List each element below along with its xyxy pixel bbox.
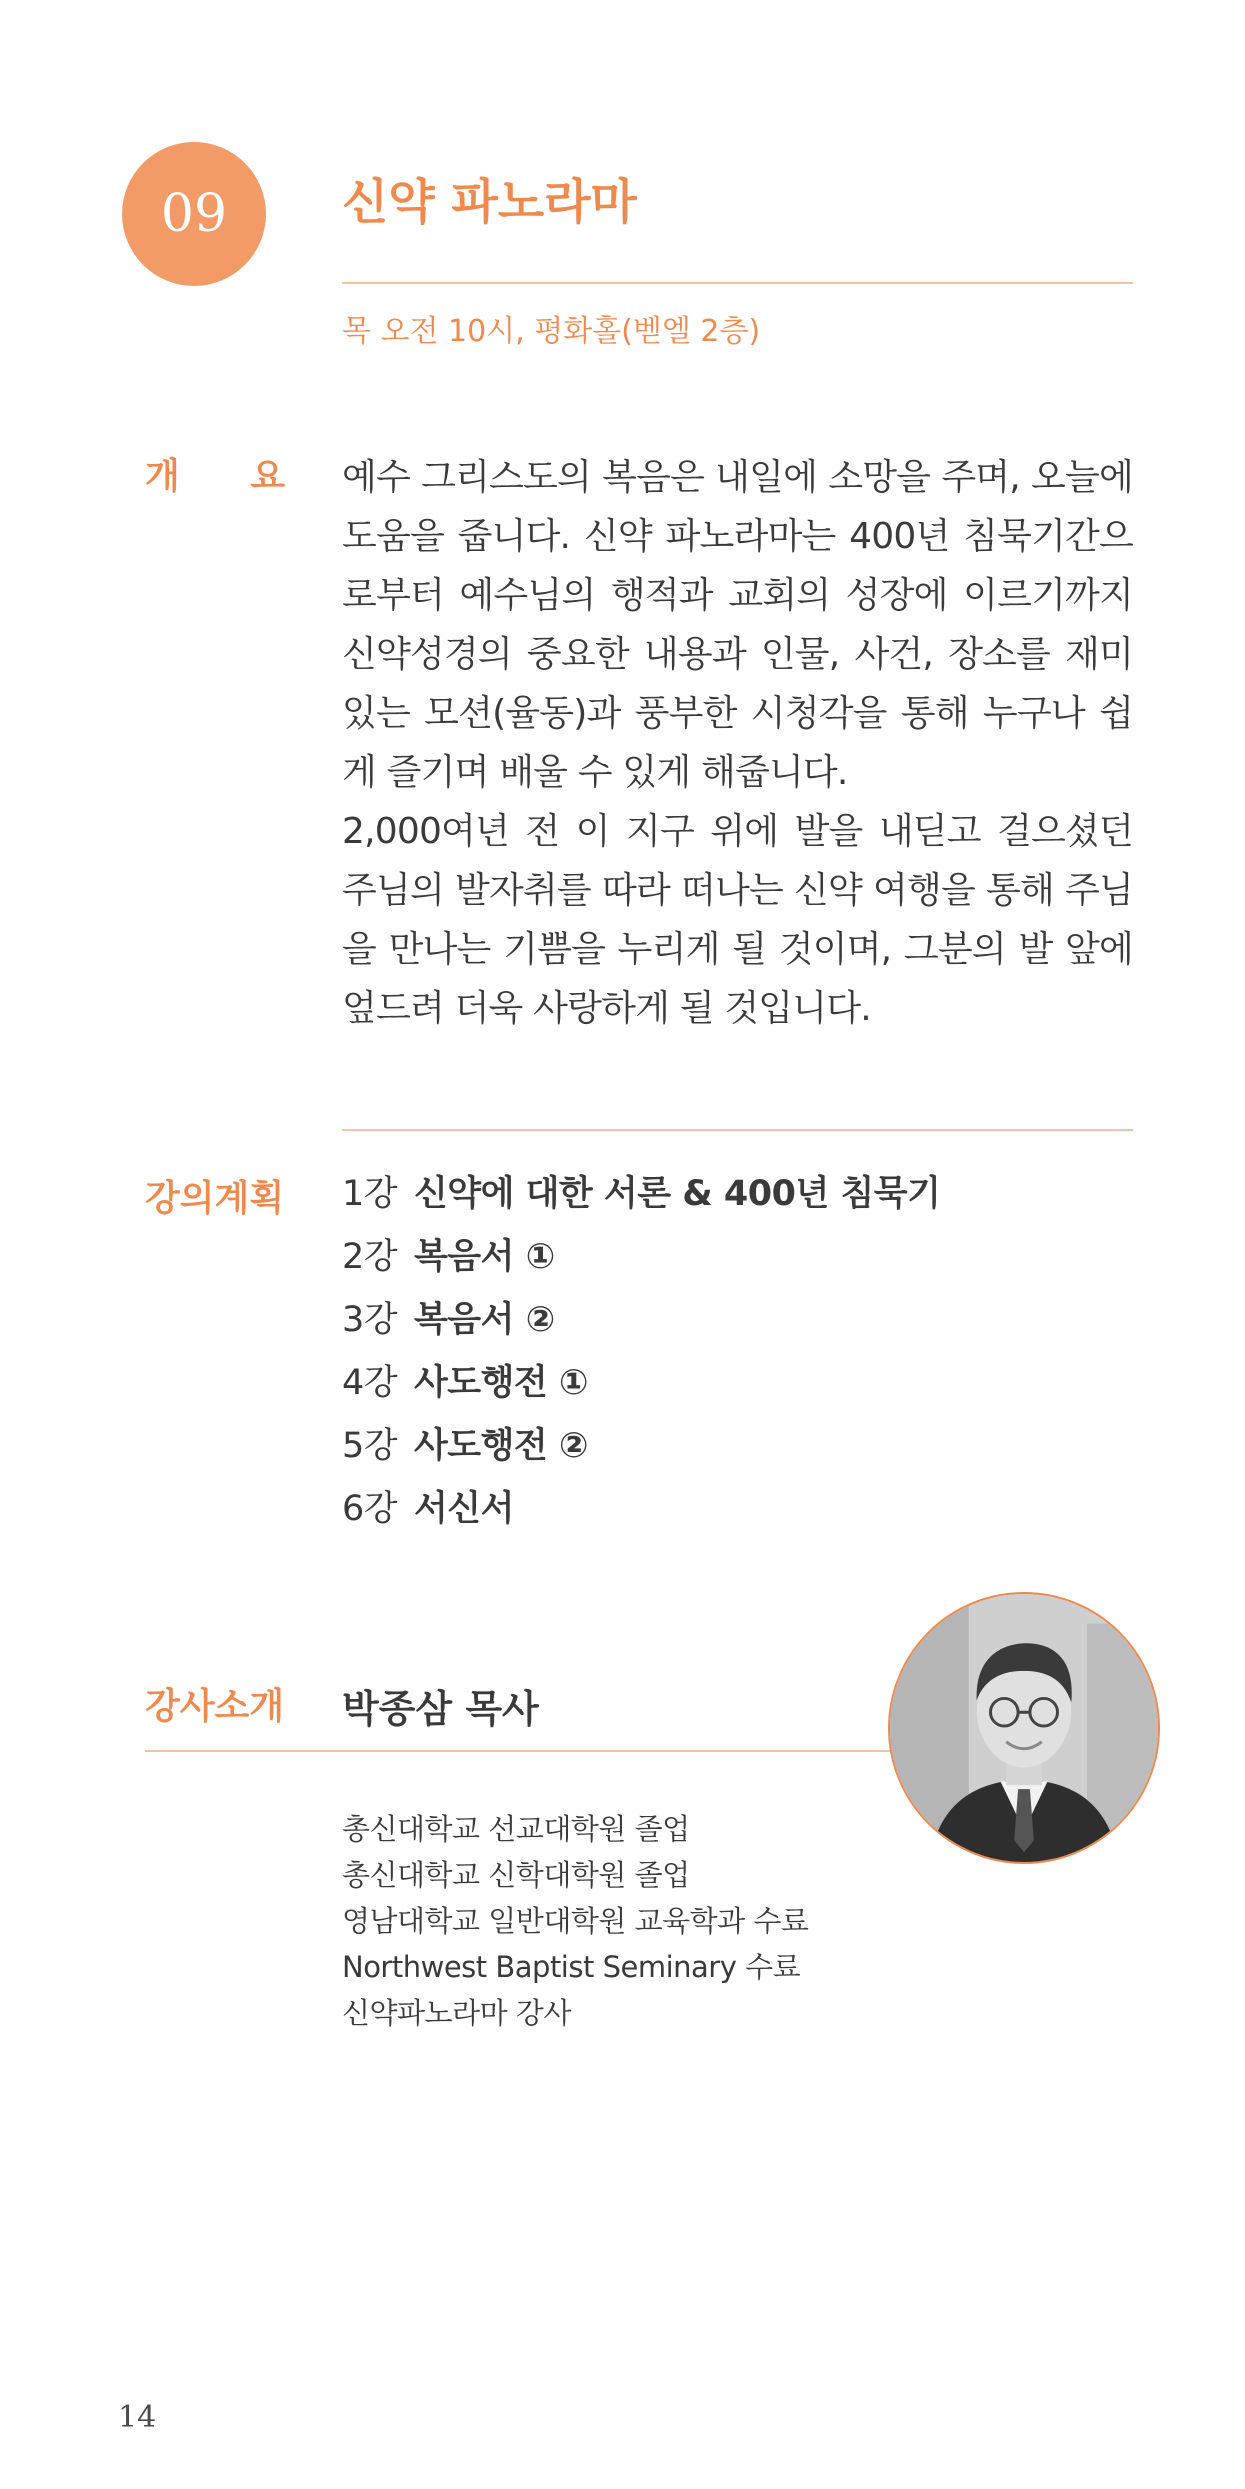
lecture-number: 6강 [342, 1489, 398, 1529]
overview-label-char-2: 요 [250, 456, 285, 497]
lecture-item [342, 1355, 940, 1418]
lecture-item [342, 1166, 940, 1229]
section-divider [342, 1129, 1133, 1131]
lecture-number: 2강 [342, 1237, 398, 1277]
page-number: 14 [118, 2400, 157, 2435]
lecture-number: 4강 [342, 1363, 398, 1403]
instructor-label: 강사소개 [145, 1686, 285, 1727]
career-item: 총신대학교 선교대학원 졸업 [342, 1812, 690, 1846]
instructor-divider [145, 1750, 905, 1752]
overview-label-char-1: 개 [145, 456, 180, 497]
lecture-plan-label: 강의계획 [145, 1178, 285, 1219]
course-number: 09 [160, 184, 228, 244]
overview-text [342, 448, 1133, 1038]
career-item: 신약파노라마 강사 [342, 1996, 571, 2030]
lecture-item [342, 1229, 940, 1292]
overview-label [145, 448, 285, 499]
overview-paragraph: 2,000여년 전 이 지구 위에 발을 내딛고 걸으셨던 주님의 발자취를 따라 떠나는 신약 여행을 통해 주님을 만나는 기쁨을 누리게 될 것이며, 그분의 발 앞에 엎드려 더욱 사랑하게 될 것입니다. [342, 811, 1133, 1029]
lecture-title: 복음서 ② [414, 1300, 555, 1340]
instructor-portrait-image [890, 1594, 1158, 1862]
lecture-item [342, 1292, 940, 1355]
lecture-number: 3강 [342, 1300, 398, 1340]
lecture-title: 사도행전 ① [414, 1363, 589, 1403]
lecture-item [342, 1418, 940, 1481]
instructor-career-list [342, 1806, 808, 2036]
career-item: Northwest Baptist Seminary 수료 [342, 1950, 801, 1984]
lecture-title: 신약에 대한 서론 & 400년 침묵기 [414, 1174, 941, 1214]
lecture-title: 사도행전 ② [414, 1426, 589, 1466]
career-item: 총신대학교 신학대학원 졸업 [342, 1858, 690, 1892]
overview-paragraph: 예수 그리스도의 복음은 내일에 소망을 주며, 오늘에 도움을 줍니다. 신약 파노라마는 400년 침묵기간으로부터 예수님의 행적과 교회의 성장에 이르기까지 신약성경의 중요한 내용과 인물, 사건, 장소를 재미있는 모션(율동)과 풍부한 시청각을 통해 누구나 쉽게 즐기며 배울 수 있게 해줍니다. [342, 457, 1133, 793]
lecture-list [342, 1166, 940, 1544]
instructor-photo [888, 1592, 1160, 1864]
course-title: 신약 파노라마 [342, 174, 637, 230]
career-item: 영남대학교 일반대학원 교육학과 수료 [342, 1904, 809, 1938]
lecture-item [342, 1481, 940, 1544]
title-divider [342, 282, 1133, 284]
course-schedule: 목 오전 10시, 평화홀(벧엘 2층) [342, 314, 761, 349]
lecture-title: 복음서 ① [414, 1237, 555, 1277]
course-number-badge [122, 142, 266, 286]
lecture-title: 서신서 [414, 1489, 514, 1529]
lecture-number: 5강 [342, 1426, 398, 1466]
instructor-name: 박종삼 목사 [342, 1687, 539, 1731]
lecture-number: 1강 [342, 1174, 398, 1214]
